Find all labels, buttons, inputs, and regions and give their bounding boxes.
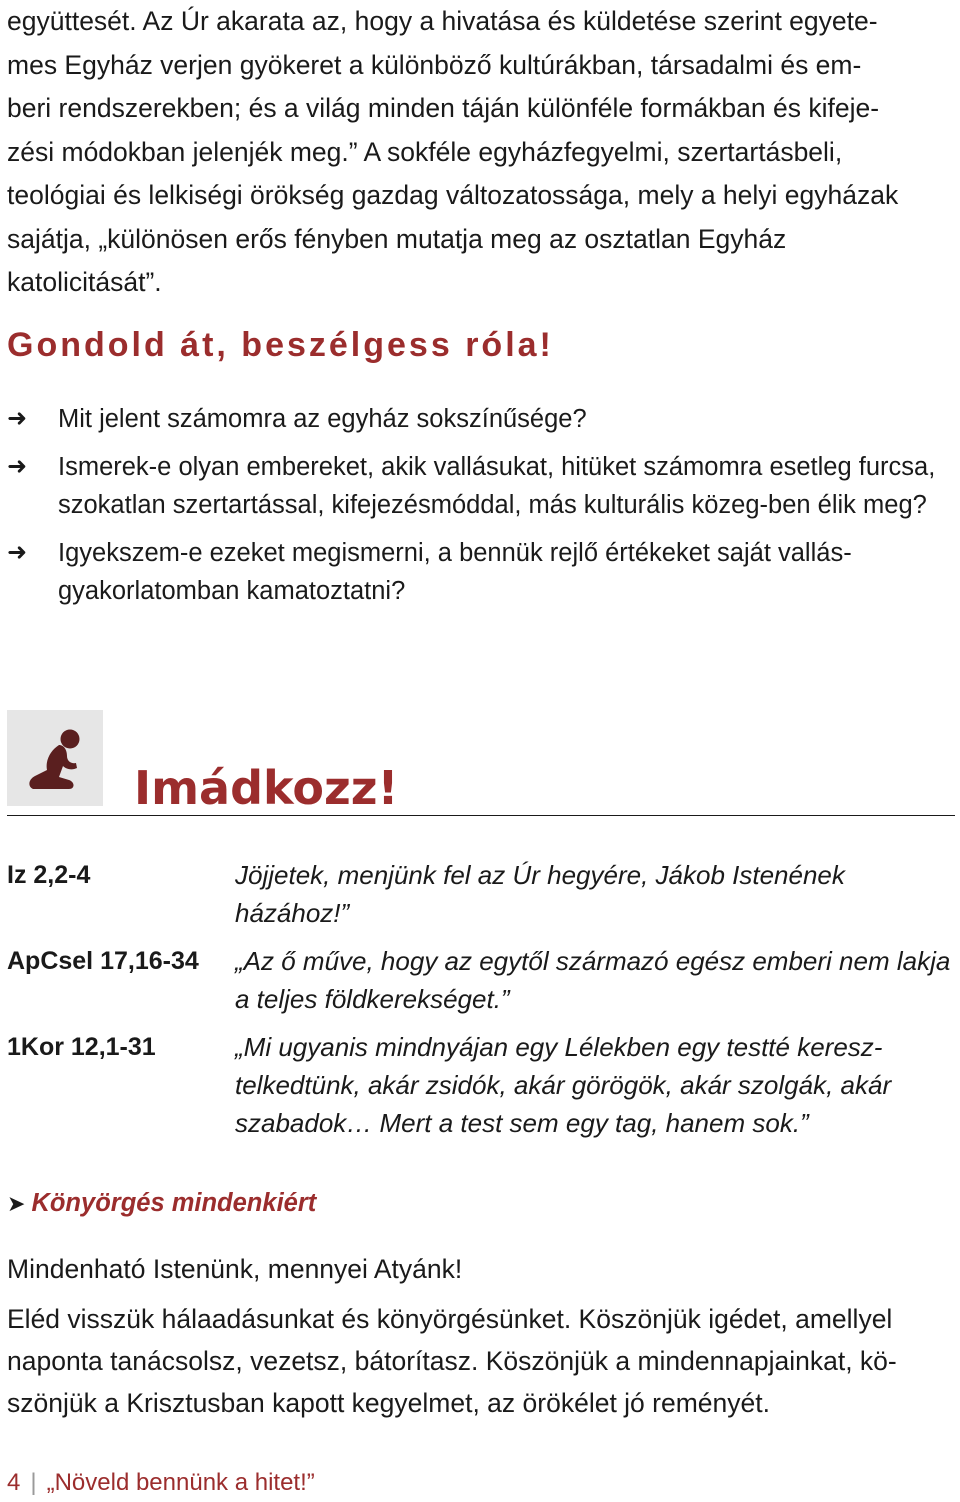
verse-reference: Iz 2,2-4: [7, 861, 91, 889]
verse-text: Jöjjetek, menjünk fel az Úr hegyére, Jákob Istenének házához!”: [235, 860, 845, 928]
intro-line: teológiai és lelkiségi örökség gazdag változatossága, mely a helyi egyházak: [7, 180, 899, 210]
intro-line: mes Egyház verjen gyökeret a különböző kultúrákban, társadalmi és em-: [7, 49, 862, 80]
intro-paragraph: [7, 0, 947, 305]
question-text: Ismerek-e olyan embereket, akik vallásukat, hitüket számomra esetleg furcsa, szokatlan szertartással, kifejezésmóddal, más kulturális közeg-ben élik meg?: [58, 453, 936, 519]
pray-title: Imádkozz!: [134, 761, 399, 815]
verse-list: [7, 856, 952, 1152]
kneeling-person-graphic: [7, 710, 103, 806]
question-text: Igyekszem-e ezeket megismerni, a bennük rejlő értékeket saját vallás-gyakorlatomban kamatoztatni?: [58, 539, 852, 605]
kneeling-person-icon: [7, 710, 103, 806]
arrow-right-icon: ➜: [7, 405, 28, 432]
question-item: [7, 534, 952, 610]
question-item: [7, 448, 952, 524]
intro-line: katolicitását”.: [7, 267, 162, 297]
verse-item: [7, 1028, 952, 1142]
prayer-text: [7, 1248, 952, 1432]
footer-title: „Növeld bennünk a hitet!”: [46, 1469, 315, 1496]
verse-text: „Mi ugyanis mindnyájan egy Lélekben egy testté keresz-telkedtünk, akár zsidók, akár görögök, akár szolgák, akár szabadok… Mert a test sem egy tag, hanem sok.”: [235, 1032, 892, 1138]
arrow-right-icon: ➜: [7, 539, 28, 566]
verse-item: [7, 856, 952, 932]
verse-item: [7, 942, 952, 1018]
intro-line: zési módokban jelenjék meg.” A sokféle egyházfegyelmi, szertartásbeli,: [7, 136, 843, 167]
prayer-subheading: [7, 1184, 316, 1223]
arrow-right-icon: ➜: [7, 453, 28, 480]
page-number: 4: [7, 1469, 21, 1496]
prayer-paragraph: Eléd visszük hálaadásunkat és könyörgésünket. Köszönjük igédet, amellyel naponta tanácsolsz, vezetsz, bátorítasz. Köszönjük a mindennapjainkat, kö-szönjük a Krisztusban kapott kegyelmet, az örökélet jó reményét.: [7, 1304, 897, 1418]
intro-line: együttesét. Az Úr akarata az, hogy a hivatása és küldetése szerint egyete-: [7, 6, 878, 36]
question-item: [7, 400, 952, 438]
divider: [7, 815, 955, 816]
intro-line: sajátja, „különösen erős fényben mutatja meg az osztatlan Egyház: [7, 223, 787, 254]
chevron-right-icon: ➤: [7, 1191, 26, 1216]
verse-text: „Az ő műve, hogy az egytől származó egész emberi nem lakja a teljes földkerekséget.”: [235, 946, 951, 1014]
question-list: [7, 400, 952, 620]
verse-reference: 1Kor 12,1-31: [7, 1033, 156, 1061]
page-footer: [7, 1466, 315, 1500]
verse-reference: ApCsel 17,16-34: [7, 947, 199, 975]
intro-line: beri rendszerekben; és a világ minden táján különféle formákban és kifeje-: [7, 93, 880, 123]
footer-separator: |: [30, 1469, 37, 1496]
prayer-paragraph: Mindenható Istenünk, mennyei Atyánk!: [7, 1254, 463, 1284]
discussion-heading: Gondold át, beszélgess róla!: [7, 326, 554, 364]
question-text: Mit jelent számomra az egyház sokszínűsége?: [58, 405, 587, 433]
prayer-subheading-text: Könyörgés mindenkiért: [31, 1189, 317, 1217]
